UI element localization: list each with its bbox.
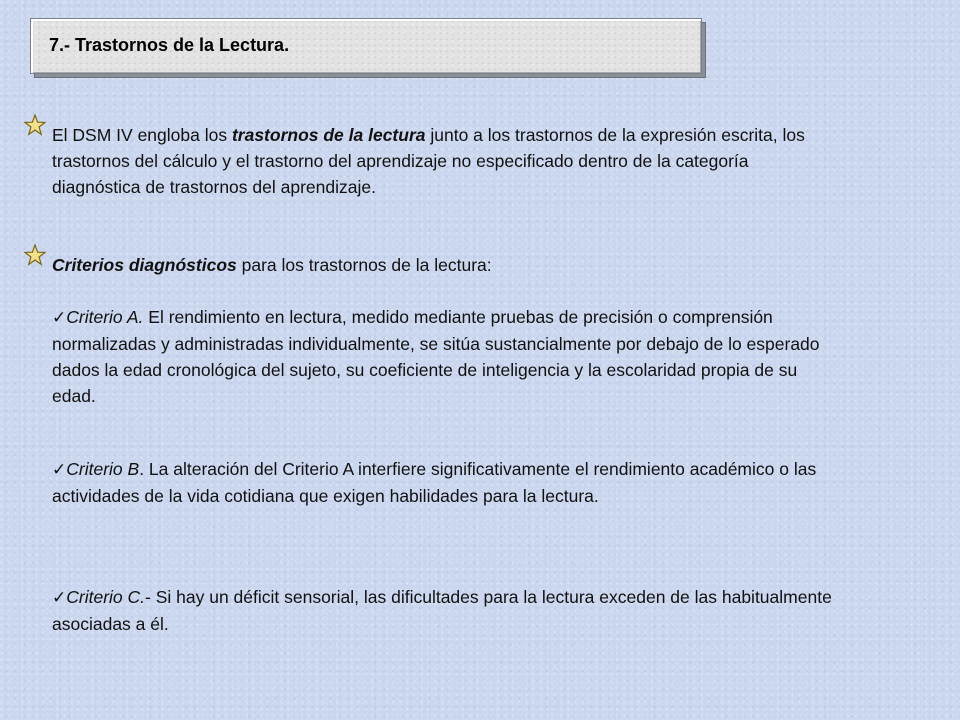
checkmark-icon: ✓: [52, 308, 67, 327]
criterion-c: [52, 584, 842, 637]
title-box-face: [30, 18, 702, 74]
title-box: [30, 18, 706, 78]
criterion-b-label: Criterio B: [66, 459, 140, 479]
criterion-c-label: Criterio C.: [66, 587, 146, 607]
intro-after: junto a los trastornos de la expresión escrita, los trastornos del cálculo y el trastorno del aprendizaje no especificado dentro de la categoría diagnóstica de trastornos del aprendizaje.: [52, 125, 805, 197]
checkmark-icon: ✓: [52, 460, 67, 479]
intro-before: El DSM IV engloba los: [52, 125, 232, 145]
slide-title: 7.- Trastornos de la Lectura.: [49, 35, 290, 55]
checkmark-icon: ✓: [52, 588, 67, 607]
criterion-b-text: . La alteración del Criterio A interfiere significativamente el rendimiento académico o las actividades de la vida cotidiana que exigen habilidades para la lectura.: [52, 459, 817, 506]
intro-emphasis: trastornos de la lectura: [231, 125, 426, 145]
criteria-heading-emphasis: Criterios diagnósticos: [52, 255, 237, 275]
criteria-heading: [52, 252, 812, 278]
criterion-c-text: - Si hay un déficit sensorial, las dificultades para la lectura exceden de las habitualmente asociadas a él.: [52, 587, 832, 634]
criteria-heading-rest: para los trastornos de la lectura:: [236, 255, 492, 275]
star-icon: [24, 244, 46, 266]
criterion-a-label: Criterio A.: [66, 307, 144, 327]
criterion-b: [52, 456, 827, 509]
intro-paragraph: [52, 122, 812, 200]
criterion-a-text: El rendimiento en lectura, medido mediante pruebas de precisión o comprensión normalizadas y administradas individualmente, se sitúa sustancialmente por debajo de lo esperado dados la edad cronológica del sujeto, su coeficiente de inteligencia y la escolaridad propia de su edad.: [52, 307, 820, 406]
star-icon: [24, 114, 46, 136]
criterion-a: [52, 304, 827, 409]
